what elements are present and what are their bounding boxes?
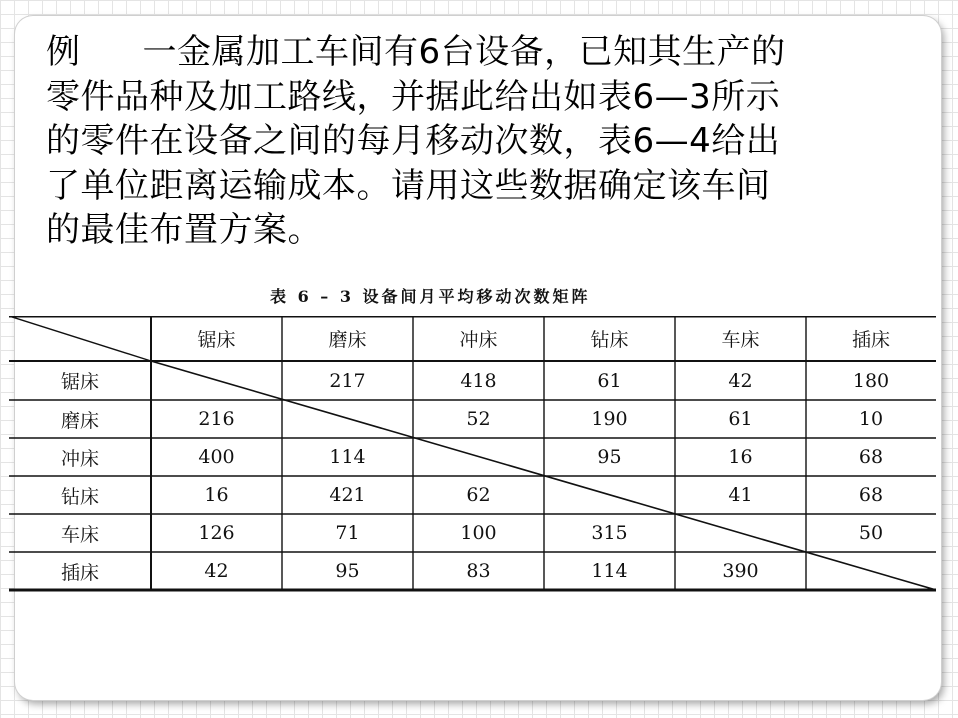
table-cell: 62 <box>466 484 491 506</box>
table-cell: 216 <box>198 408 235 430</box>
table-cell: 83 <box>466 560 491 582</box>
table-cell: 114 <box>591 560 628 582</box>
table-cell: 61 <box>728 408 753 430</box>
column-header: 磨床 <box>328 329 367 351</box>
movement-matrix-table <box>9 316 936 598</box>
column-header: 冲床 <box>459 329 498 351</box>
row-header: 钻床 <box>60 485 99 508</box>
table-cell: 95 <box>335 560 360 582</box>
table-cell: 68 <box>858 484 884 506</box>
table-cell: 41 <box>728 484 753 506</box>
table-cell: 100 <box>460 522 497 544</box>
table-cell: 421 <box>329 484 366 506</box>
table-cell: 418 <box>460 369 497 392</box>
table-cell: 180 <box>852 369 890 392</box>
problem-paragraph <box>46 30 866 253</box>
table-cell <box>282 400 413 438</box>
row-header: 车床 <box>60 523 99 546</box>
paragraph-line: 了单位距离运输成本。请用这些数据确定该车间 <box>46 165 771 206</box>
table-caption: 表 6 – 3 设备间月平均移动次数矩阵 <box>270 287 591 306</box>
table-cell <box>675 514 806 552</box>
row-header: 磨床 <box>60 409 99 432</box>
column-header: 钻床 <box>590 329 629 351</box>
table-cell: 68 <box>858 446 884 468</box>
table-cell: 217 <box>329 369 366 392</box>
table-cell: 390 <box>722 560 759 582</box>
table-cell: 114 <box>329 446 366 468</box>
table-cell: 61 <box>597 369 622 392</box>
table-cell: 126 <box>198 522 235 544</box>
table-cell: 42 <box>204 560 229 582</box>
column-header: 车床 <box>721 329 760 351</box>
column-header: 插床 <box>851 329 890 351</box>
table-cell: 71 <box>335 522 360 544</box>
paragraph-line: 的零件在设备之间的每月移动次数，表6—4给出 <box>46 121 781 161</box>
table-cell: 50 <box>858 522 884 544</box>
example-label: 例 <box>46 32 81 72</box>
row-header: 锯床 <box>60 371 99 393</box>
table-cell: 315 <box>591 522 628 544</box>
table-cell: 42 <box>728 369 753 392</box>
table-cell: 400 <box>198 446 235 468</box>
table-cell <box>806 552 936 590</box>
table-cell: 52 <box>466 408 491 430</box>
paragraph-line <box>46 30 866 75</box>
table-cell: 16 <box>728 446 753 468</box>
table-cell <box>151 361 282 400</box>
paragraph-line: 零件品种及加工路线，并据此给出如表6—3所示 <box>46 76 781 117</box>
table-cell <box>413 438 544 476</box>
table-cell: 190 <box>591 408 628 430</box>
table-cell <box>544 476 675 514</box>
header-diagonal-line <box>9 316 151 361</box>
paragraph-text: 一金属加工车间有6台设备，已知其生产的 <box>142 32 786 72</box>
table-cell: 95 <box>597 446 622 468</box>
column-header: 锯床 <box>197 329 236 351</box>
table-cell: 10 <box>858 408 884 430</box>
paragraph-line: 的最佳布置方案。 <box>46 210 322 250</box>
row-header: 冲床 <box>60 447 99 470</box>
table-cell: 16 <box>204 484 229 506</box>
row-header: 插床 <box>60 561 99 584</box>
